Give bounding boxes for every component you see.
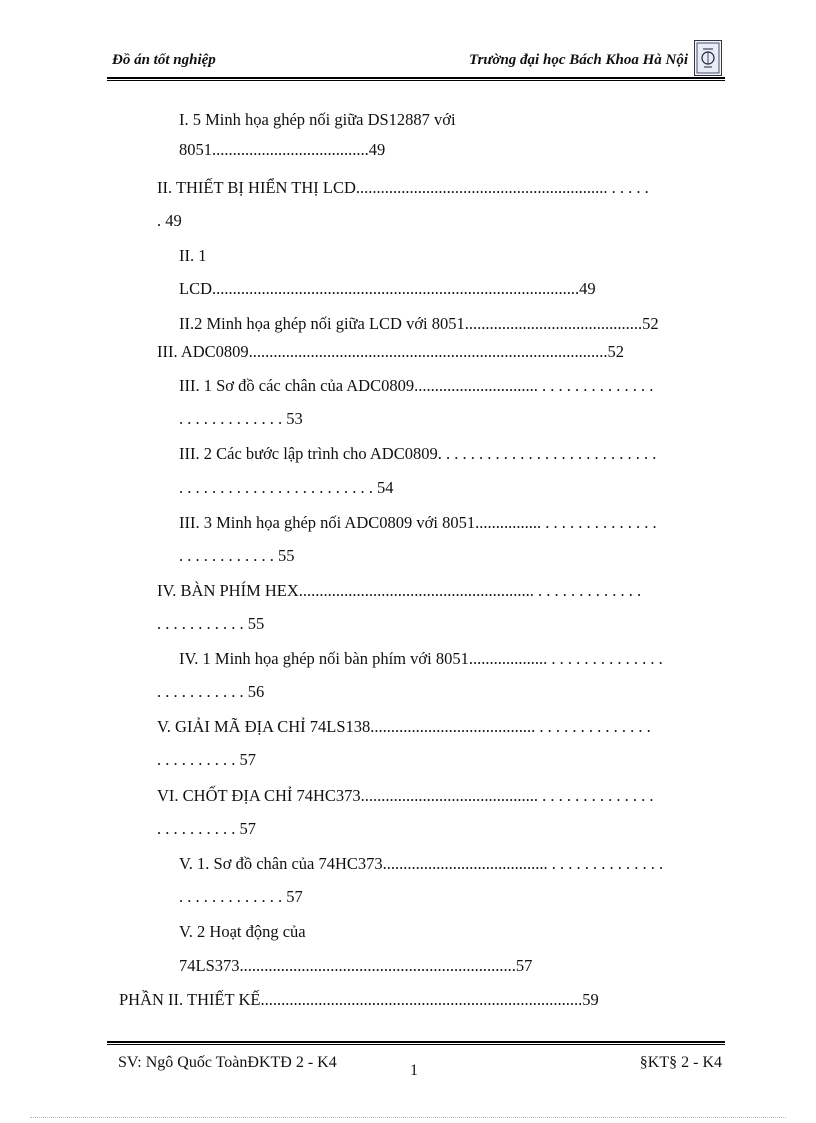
toc-line: III. 2 Các bước lập trình cho ADC0809. . . . . . . . . . . . . . . . . . . . . . . . . . . <box>179 444 657 463</box>
toc-line: 8051......................................49 <box>179 140 386 159</box>
toc-line: II.2 Minh họa ghép nối giữa LCD với 8051...........................................52 <box>179 314 659 333</box>
toc-line: . . . . . . . . . . . 56 <box>157 682 265 701</box>
header-rule-thin <box>107 80 725 81</box>
toc-line: . . . . . . . . . . 57 <box>157 750 256 769</box>
toc-line: . . . . . . . . . . . . . . . . . . . . . . . . 54 <box>179 478 394 497</box>
toc-line: . . . . . . . . . . . . . 57 <box>179 887 303 906</box>
toc-line: LCD.........................................................................................49 <box>179 279 596 298</box>
footer-rule <box>107 1041 725 1043</box>
header-left-title: Đồ án tốt nghiệp <box>112 52 216 68</box>
toc-line: . . . . . . . . . . 57 <box>157 819 256 838</box>
footer-rule-thin <box>107 1044 725 1045</box>
toc-line: III. 3 Minh họa ghép nối ADC0809 với 8051................ . . . . . . . . . . . . . . <box>179 513 657 532</box>
toc-line: . . . . . . . . . . . . 55 <box>179 546 295 565</box>
toc-line: PHẦN II. THIẾT KẾ..............................................................................59 <box>119 990 599 1009</box>
toc-line: V. GIẢI MÃ ĐỊA CHỈ 74LS138........................................ . . . . . . . . . . . . . . <box>157 717 651 736</box>
toc-line: III. 1 Sơ đồ các chân của ADC0809.............................. . . . . . . . . . . . . . . <box>179 376 654 395</box>
page-number: 1 <box>410 1062 418 1079</box>
header-rule <box>107 77 725 79</box>
toc-line: VI. CHỐT ĐỊA CHỈ 74HC373........................................... . . . . . . . . . . . . . . <box>157 786 654 805</box>
footer-author: SV: Ngô Quốc ToànĐKTĐ 2 - K4 <box>118 1054 337 1071</box>
header-right-title: Trường đại học Bách Khoa Hà Nội <box>468 52 688 68</box>
toc-line: IV. 1 Minh họa ghép nối bàn phím với 8051................... . . . . . . . . . . . . . . <box>179 649 663 668</box>
toc-line: 74LS373...................................................................57 <box>179 956 533 975</box>
toc-line: I. 5 Minh họa ghép nối giữa DS12887 với <box>179 110 456 129</box>
university-logo-icon <box>694 40 722 76</box>
toc-line: V. 2 Hoạt động của <box>179 922 306 941</box>
toc-line: . . . . . . . . . . . . . 53 <box>179 409 303 428</box>
footer-class: §KT§ 2 - K4 <box>639 1054 722 1071</box>
toc-line: V. 1. Sơ đồ chân của 74HC373........................................ . . . . . . . . . . . . . . <box>179 854 664 873</box>
toc-line: . . . . . . . . . . . 55 <box>157 614 265 633</box>
page-edge <box>30 1117 786 1118</box>
toc-line: III. ADC0809.......................................................................................52 <box>157 342 625 361</box>
toc-line: IV. BÀN PHÍM HEX......................................................... . . . . . . . . . . . . . <box>157 581 642 600</box>
toc-line: . 49 <box>157 211 182 230</box>
toc-line: II. 1 <box>179 246 207 265</box>
toc-line: II. THIẾT BỊ HIỂN THỊ LCD............................................................. . . . . . <box>157 178 649 197</box>
